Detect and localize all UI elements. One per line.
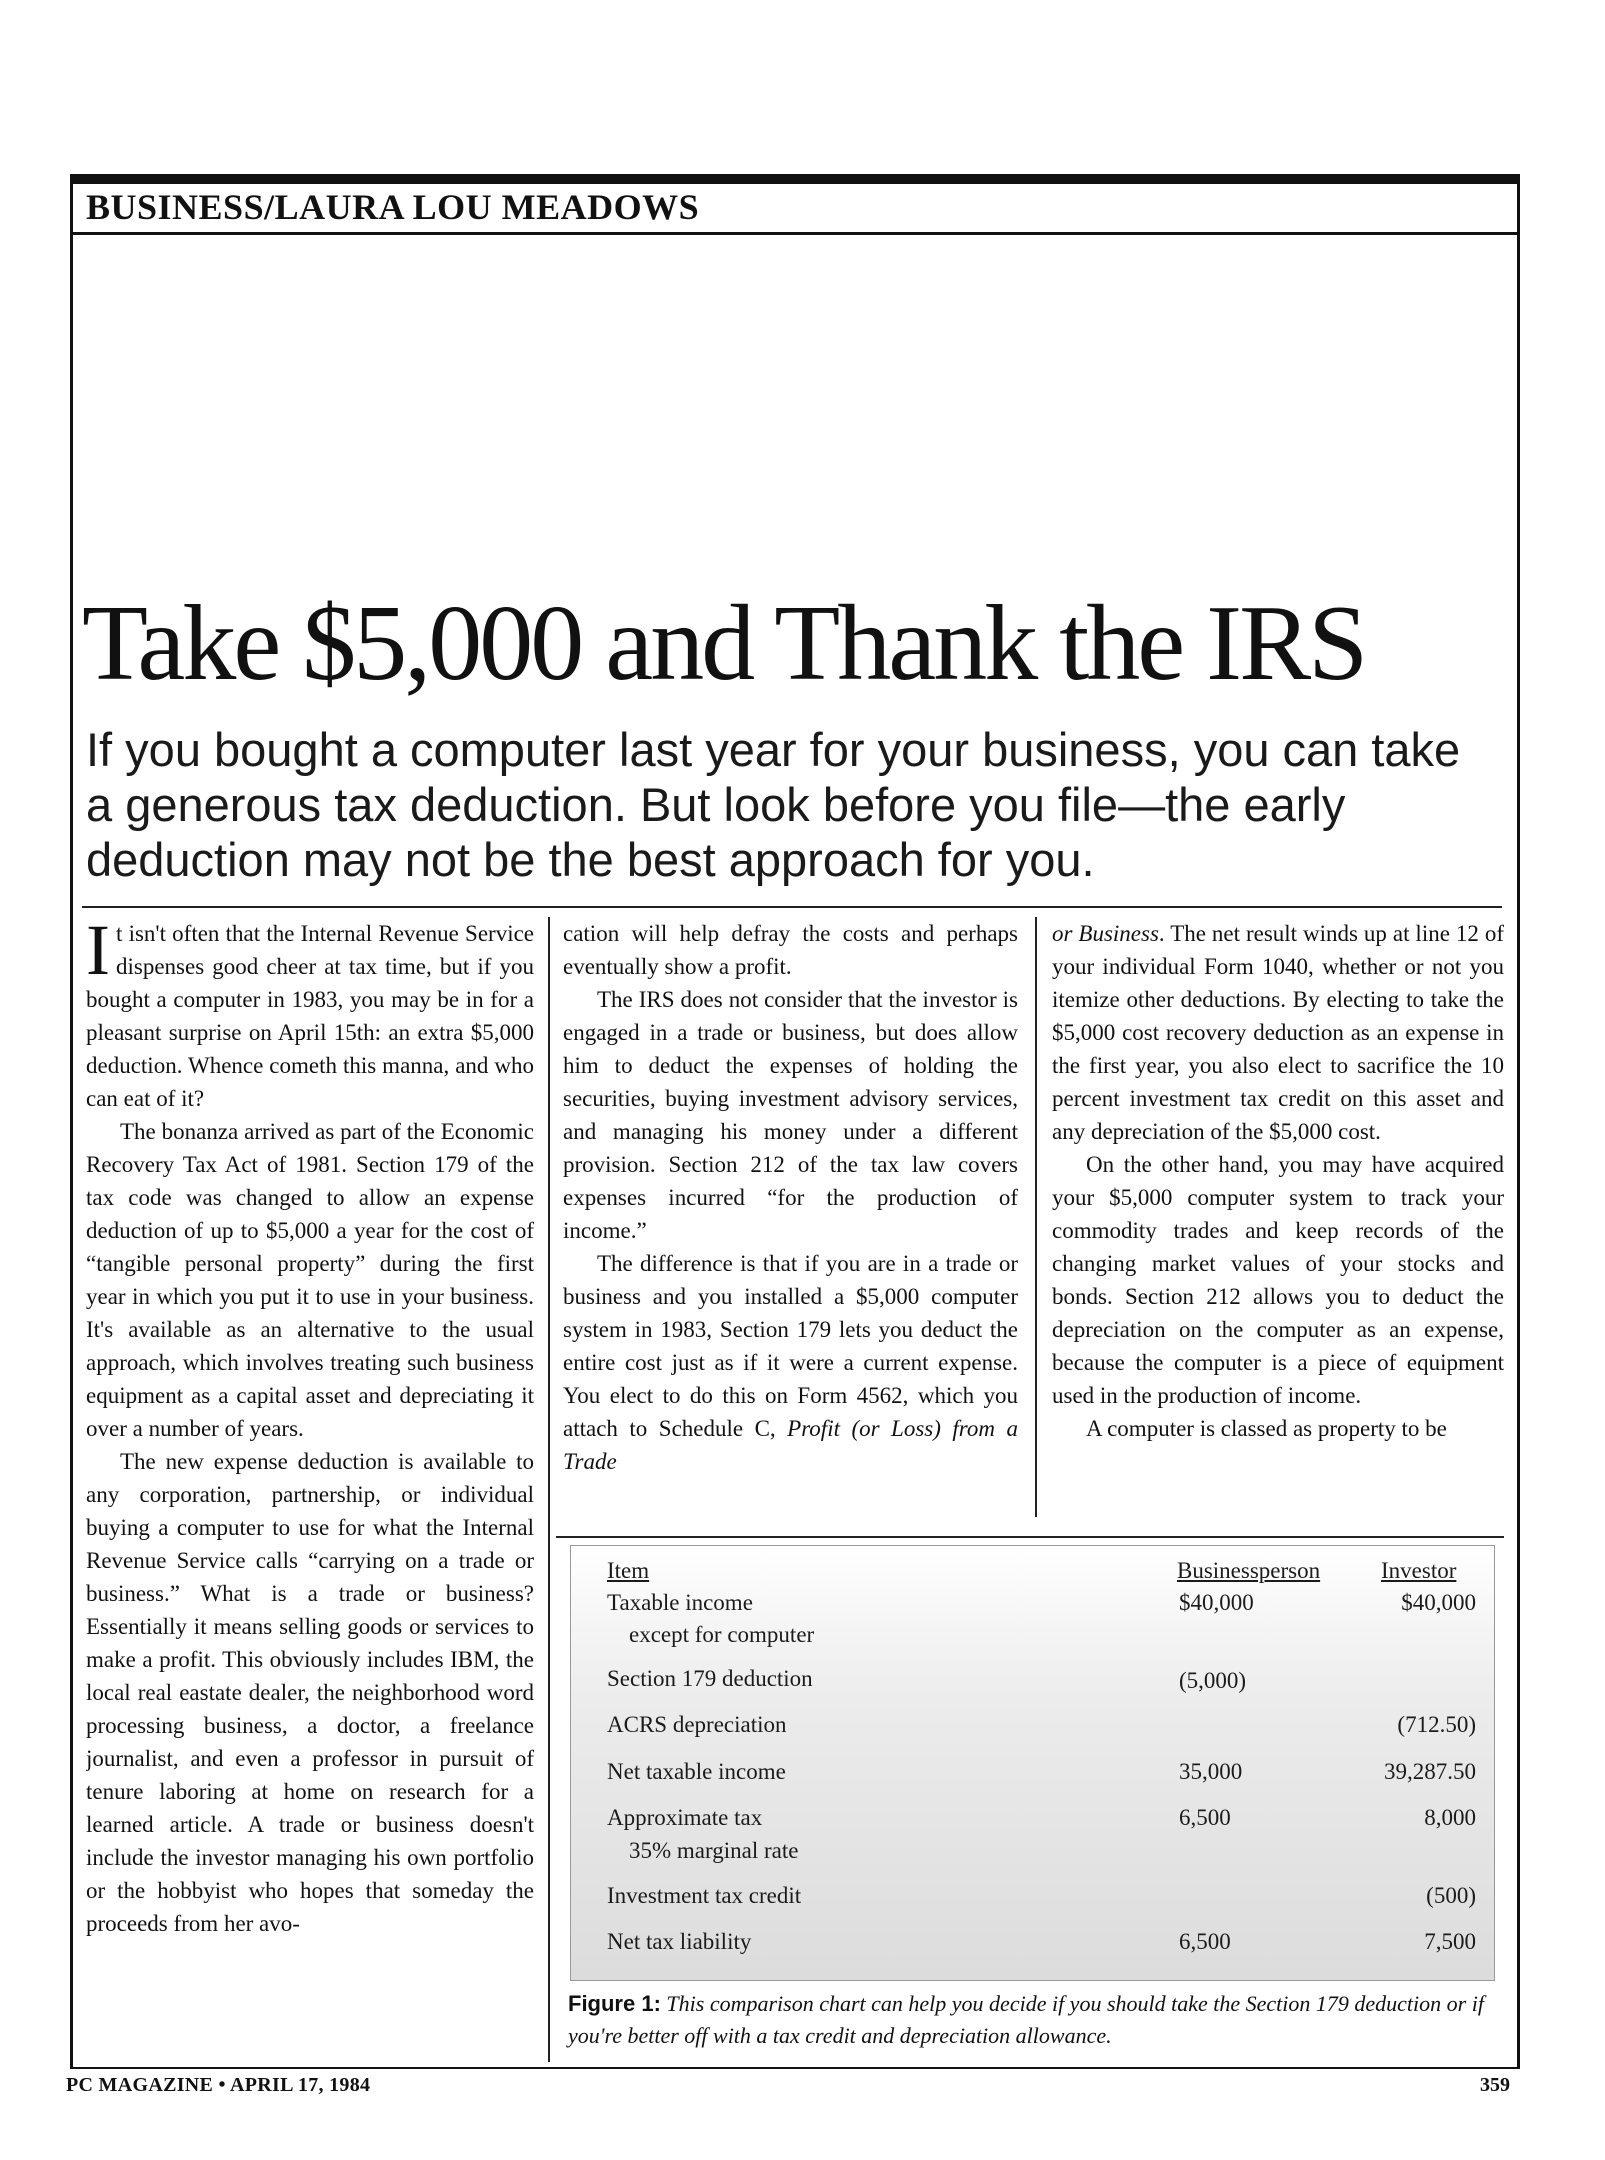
- deck-rule: [82, 906, 1502, 908]
- cell-business: $40,000: [1179, 1590, 1254, 1615]
- row-label: Taxable income: [607, 1590, 753, 1615]
- cell-investor: 7,500: [1424, 1929, 1476, 1954]
- deck: If you bought a computer last year for your business, you can take a generous tax deduction. But look before you file—the early deduction may not be the best approach for you.: [86, 723, 1461, 886]
- column-rule-2: [1035, 917, 1037, 1517]
- paragraph: The IRS does not consider that the investor is engaged in a trade or business, but does allow him to deduct the expenses of holding the securities, buying investment advisory services, and managing his money under a different provision. Section 212 of the tax law covers expenses incurred “for the production of income.”: [563, 987, 1018, 1243]
- footer-publication: PC MAGAZINE • APRIL 17, 1984: [66, 2074, 371, 2096]
- header-rule: [70, 232, 1520, 235]
- paragraph: The new expense deduction is available to any corporation, partnership, or individual buying a computer to use for what the Internal Revenue Service calls “carrying on a trade or business.” What is a trade or business? Essentially it means selling goods or services to make a profit. This obviously includes IBM, the local real eastate dealer, the neighborhood word processing business, a doctor, a freelance journalist, and even a professor in pursuit of tenure laboring at home on research for a learned article. A trade or business doesn't include the investor managing his own portfolio or the hobbyist who hopes that someday the proceeds from her avo-: [86, 1449, 534, 1936]
- paragraph: On the other hand, you may have acquired your $5,000 computer system to track your commodity trades and keep records of the changing market values of your stocks and bonds. Section 212 allows you to deduct the depreciation on the computer as an expense, because the computer is a piece of equipment used in the production of income.: [1052, 1152, 1504, 1408]
- header-investor: Investor: [1381, 1558, 1457, 1583]
- caption-text: This comparison chart can help you decide if you should take the Section 179 deduction or if you're better off with a tax credit and depreciation allowance.: [568, 1991, 1484, 2048]
- paragraph: or Business. The net result winds up at line 12 of your individual Form 1040, whether or not you itemize other deductions. By electing to take the $5,000 cost recovery deduction as an expense in the first year, you also elect to sacrifice the 10 percent investment tax credit on this asset and any depreciation of the $5,000 cost.: [1052, 921, 1504, 1144]
- comparison-table: [570, 1545, 1495, 1981]
- row-sublabel: except for computer: [629, 1622, 815, 1647]
- headline: Take $5,000 and Thank the IRS: [82, 584, 1366, 703]
- paragraph: It isn't often that the Internal Revenue Service dispenses good cheer at tax time, but if you bought a computer in 1983, you may be in for a pleasant surprise on April 15th: an extra $5,000 deduction. Whence cometh this manna, and who can eat of it?: [86, 917, 534, 1111]
- section-kicker: BUSINESS/LAURA LOU MEADOWS: [86, 187, 700, 227]
- row-label: Section 179 deduction: [607, 1666, 813, 1691]
- row-label: Net taxable income: [607, 1759, 786, 1784]
- page-number: 359: [1480, 2074, 1510, 2096]
- figure-rule: [556, 1536, 1504, 1538]
- column-1: [86, 917, 534, 2060]
- paragraph: A computer is classed as property to be: [1086, 1416, 1447, 1441]
- cell-investor: (712.50): [1397, 1712, 1476, 1737]
- header-item: Item: [607, 1558, 650, 1583]
- row-label: ACRS depreciation: [607, 1712, 787, 1737]
- row-label: Net tax liability: [607, 1929, 752, 1954]
- column-rule-1: [548, 917, 550, 2062]
- row-sublabel: 35% marginal rate: [629, 1838, 799, 1863]
- column-2: [563, 917, 1018, 1527]
- header-businessperson: Businessperson: [1177, 1558, 1321, 1583]
- cell-business: 35,000: [1179, 1759, 1243, 1784]
- cell-investor: $40,000: [1401, 1590, 1476, 1615]
- drop-cap: I: [86, 917, 110, 990]
- paragraph: The difference is that if you are in a trade or business and you installed a $5,000 computer system in 1983, Section 179 lets you deduct the entire cost just as if it were a current expense. You elect to do this on Form 4562, which you attach to Schedule C, Profit (or Loss) from a Trade: [563, 1251, 1018, 1474]
- cell-investor: 8,000: [1424, 1805, 1476, 1830]
- paragraph: cation will help defray the costs and perhaps eventually show a profit.: [563, 921, 1018, 979]
- cell-investor: 39,287.50: [1384, 1759, 1476, 1784]
- cell-investor: (500): [1426, 1883, 1476, 1908]
- cell-business: (5,000): [1179, 1668, 1247, 1693]
- cell-business: 6,500: [1179, 1805, 1231, 1830]
- figure-label: Figure 1:: [568, 1991, 661, 2016]
- figure-caption: [568, 1988, 1503, 2052]
- column-3: [1052, 917, 1504, 1527]
- row-label: Approximate tax: [607, 1805, 763, 1830]
- paragraph: The bonanza arrived as part of the Economic Recovery Tax Act of 1981. Section 179 of the tax code was changed to allow an expense deduction of up to $5,000 a year for the cost of “tangible personal property” during the first year in which you put it to use in your business. It's available as an alternative to the usual approach, which involves treating such business equipment as a capital asset and depreciating it over a number of years.: [86, 1119, 534, 1441]
- cell-business: 6,500: [1179, 1929, 1231, 1954]
- row-label: Investment tax credit: [607, 1883, 802, 1908]
